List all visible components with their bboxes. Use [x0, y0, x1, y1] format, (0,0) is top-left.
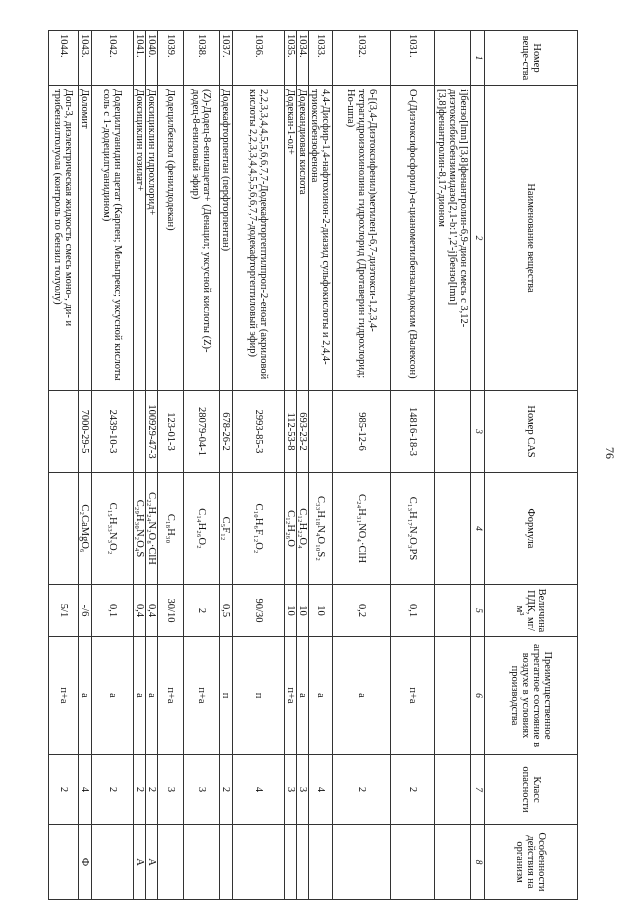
cell-id: 1037. — [220, 31, 233, 86]
cell-state: п+а — [184, 637, 220, 755]
cell-pdk: 30/10 — [158, 585, 184, 637]
cell-state: а — [79, 637, 92, 755]
cell-cas: 112-53-8 — [285, 391, 297, 473]
cell-name: Додецилгуанидин ацетат (Карпен; Мельпрекс; уксусной кислоты соль с 1-додецилгуанидином) — [92, 86, 134, 391]
cell-feature — [333, 825, 391, 900]
cell-class: 4 — [309, 755, 333, 825]
cell-state: п+а — [49, 637, 79, 755]
cell-feature — [309, 825, 333, 900]
column-number: 6 — [471, 637, 485, 755]
cell-formula: C₂₄H₃₁NO₄·ClH — [333, 473, 391, 585]
header-cell: Номер CAS — [485, 391, 578, 473]
substances-table — [48, 30, 578, 900]
header-cell: Номер веще-ства — [485, 31, 578, 86]
table-row — [220, 31, 233, 900]
cell-id: 1034. — [297, 31, 309, 86]
table-row — [297, 31, 309, 900]
header-cell: Преимущественное агрегатное состояние в воздухе в условиях производства — [485, 637, 578, 755]
column-number: 8 — [471, 825, 485, 900]
cell-pdk: 0,5 — [220, 585, 233, 637]
cell-formula: C₁₀H₆F₁₂O₂ — [233, 473, 285, 585]
table-row — [146, 31, 158, 900]
cell-formula: C₂₂H₂₄N₂O₈·ClH — [146, 473, 158, 585]
header-cell: Особенности действия на организм — [485, 825, 578, 900]
cell-cas: 14816-18-3 — [391, 391, 435, 473]
cell-pdk: 10 — [285, 585, 297, 637]
cell-pdk: 10 — [309, 585, 333, 637]
cell-id: 1039. — [158, 31, 184, 86]
header-row — [485, 31, 578, 900]
cell-id: 1032. — [333, 31, 391, 86]
cell-formula: C₁₂H₂₂O₄ — [297, 473, 309, 585]
cell-class: 2 — [391, 755, 435, 825]
table-row — [285, 31, 297, 900]
cell-class: 2 — [92, 755, 134, 825]
cell-cas: 28079-04-1 — [184, 391, 220, 473]
cell-formula: C₅F₁₂ — [220, 473, 233, 585]
cell-id: 1033. — [309, 31, 333, 86]
cell-formula: C₂₉H₃₀N₂O₄S — [134, 473, 146, 585]
continuation-row — [435, 31, 471, 900]
cell-feature — [391, 825, 435, 900]
cell-cas: 693-23-2 — [297, 391, 309, 473]
column-number: 3 — [471, 391, 485, 473]
cell-id: 1031. — [391, 31, 435, 86]
column-number: 4 — [471, 473, 485, 585]
cell-pdk: 0,1 — [92, 585, 134, 637]
cell-state: а — [333, 637, 391, 755]
cell-cas — [49, 391, 79, 473]
cell-state: п+а — [285, 637, 297, 755]
cell-pdk: 0,1 — [391, 585, 435, 637]
cell-state: п — [220, 637, 233, 755]
cell-id: 1036. — [233, 31, 285, 86]
cell-formula: C₃₃H₁₈N₄O₁₀S₂ — [309, 473, 333, 585]
cell-cas: 100929-47-3 — [146, 391, 158, 473]
cell-id: 1035. — [285, 31, 297, 86]
table-row — [158, 31, 184, 900]
cell-feature — [158, 825, 184, 900]
cell-formula: C₁₄H₂₆O₂ — [184, 473, 220, 585]
cell-name: 6-[(3,4-Диэтоксифенил)метилен]-6,7-диэтокси-1,2,3,4-тетрагидроизохинолина гидрохлорид (Дротаверин гидрохлорид; Но-шпа) — [333, 86, 391, 391]
cell-id: 1040. — [146, 31, 158, 86]
cell-pdk: 5/1 — [49, 585, 79, 637]
cell-id: 1041. — [134, 31, 146, 86]
cell-cas: 985-12-6 — [333, 391, 391, 473]
column-number: 5 — [471, 585, 485, 637]
cell-state: п+а — [158, 637, 184, 755]
cell-feature — [220, 825, 233, 900]
cell-feature — [49, 825, 79, 900]
cell-state: п+а — [391, 637, 435, 755]
cell-name: 2,2,3,3,4,4,5,5,6,6,7,7-Додекафторгептилпроп-2-еноат (акриловой кислоты 2,2,3,3,4,4,5,5,6,6,7,7-додекафторгептиловый эфир) — [233, 86, 285, 391]
cell-class: 4 — [79, 755, 92, 825]
cell-cas: 678-26-2 — [220, 391, 233, 473]
cell-formula: C₁₈H₃₀ — [158, 473, 184, 585]
cell-name: Додекандиовая кислота — [297, 86, 309, 391]
cell-name: Доксициклин гидрохлорид+ — [146, 86, 158, 391]
cell-id: 1038. — [184, 31, 220, 86]
table-row — [49, 31, 79, 900]
cell-class: 2 — [146, 755, 158, 825]
cell-name: (Z)-Додец-8-енилацетат+ (Денацил; уксусной кислоты (Z)-додец-8-ениловый эфир) — [184, 86, 220, 391]
cell-name: Додецилбензол (фенилдодекан) — [158, 86, 184, 391]
cell-class: 2 — [333, 755, 391, 825]
header-cell: Величина ПДК, мг/м³ — [485, 585, 578, 637]
cell-cas: 7000-29-5 — [79, 391, 92, 473]
cell-class: 3 — [297, 755, 309, 825]
cell-id: 1042. — [92, 31, 134, 86]
cell-class: 3 — [184, 755, 220, 825]
cell-feature — [92, 825, 134, 900]
cell-formula: C₁₂H₂₆O — [285, 473, 297, 585]
cell-name: Додекафторпентан (перфторпентан) — [220, 86, 233, 391]
cell-state: а — [92, 637, 134, 755]
cell-cas — [134, 391, 146, 473]
cell-class: 2 — [134, 755, 146, 825]
cell-formula: C₁₃H₁₇N₂O₃PS — [391, 473, 435, 585]
cell-class: 3 — [285, 755, 297, 825]
cell-state: а — [297, 637, 309, 755]
cell-pdk: 0,2 — [333, 585, 391, 637]
cell-feature — [184, 825, 220, 900]
cell-formula: C₁₅H₃₃N₃O₂ — [92, 473, 134, 585]
table-row — [92, 31, 134, 900]
cell-feature — [233, 825, 285, 900]
cell-name: Доломит — [79, 86, 92, 391]
cell-name: Додекан-1-ол+ — [285, 86, 297, 391]
page-number: 76 — [603, 447, 617, 459]
cell-class: 4 — [233, 755, 285, 825]
cell-pdk: 90/30 — [233, 585, 285, 637]
cell-feature — [297, 825, 309, 900]
cell-cas: 2993-85-3 — [233, 391, 285, 473]
cell-state: а — [134, 637, 146, 755]
cell-class: 2 — [220, 755, 233, 825]
table-body — [49, 31, 435, 900]
column-number-row — [471, 31, 485, 900]
table-row — [79, 31, 92, 900]
column-number: 2 — [471, 86, 485, 391]
cell-feature: А — [146, 825, 158, 900]
cell-name: Доп-3, диэлектрическая жидкость смесь моно-, ди- и трибензилтолуола (контроль по бензил толуолу) — [49, 86, 79, 391]
cell-name: Доксициклин гозилат+ — [134, 86, 146, 391]
cell-name: 4,4-Дисфир-1,4-нафтохинон-2-диазид сульфокислоты и 2,4,4-триоксибензофенона — [309, 86, 333, 391]
cell-pdk: 0,4 — [146, 585, 158, 637]
cell-feature: А — [134, 825, 146, 900]
cell-cas: 123-01-3 — [158, 391, 184, 473]
cell-feature — [285, 825, 297, 900]
table-row — [233, 31, 285, 900]
cell-class: 2 — [49, 755, 79, 825]
header-cell: Класс опасности — [485, 755, 578, 825]
cell-formula: C₂CaMgO₆ — [79, 473, 92, 585]
column-number: 1 — [471, 31, 485, 86]
cell-id: 1043. — [79, 31, 92, 86]
cell-class: 3 — [158, 755, 184, 825]
cell-name: O-(Диэтоксифосфорил)-α-цианометилбензальдоксим (Валексон) — [391, 86, 435, 391]
cell-id: 1044. — [49, 31, 79, 86]
table-row — [333, 31, 391, 900]
cell-pdk: 10 — [297, 585, 309, 637]
cell-state: а — [146, 637, 158, 755]
cell-pdk: -/6 — [79, 585, 92, 637]
column-number: 7 — [471, 755, 485, 825]
cell-state: а — [309, 637, 333, 755]
rotated-table-area — [12, 30, 578, 899]
table-row — [309, 31, 333, 900]
cell-cas — [309, 391, 333, 473]
cell-name: i]бензо[lmn] [3,8]фенантролин-6,9-дион смесь с 3,12-диэтоксибисбензимидазо[2,1-b:1',2'-j]бензо[lmn] [3,8]фенантролин-8,17-дионом — [435, 86, 471, 391]
table-row — [391, 31, 435, 900]
header-cell: Наименование вещества — [485, 86, 578, 391]
cell-state: п — [233, 637, 285, 755]
table-row — [134, 31, 146, 900]
table-row — [184, 31, 220, 900]
cell-feature: Ф — [79, 825, 92, 900]
cell-pdk: 2 — [184, 585, 220, 637]
cell-formula — [49, 473, 79, 585]
cell-cas: 2439-10-3 — [92, 391, 134, 473]
cell-pdk: 0,4 — [134, 585, 146, 637]
header-cell: Формула — [485, 473, 578, 585]
